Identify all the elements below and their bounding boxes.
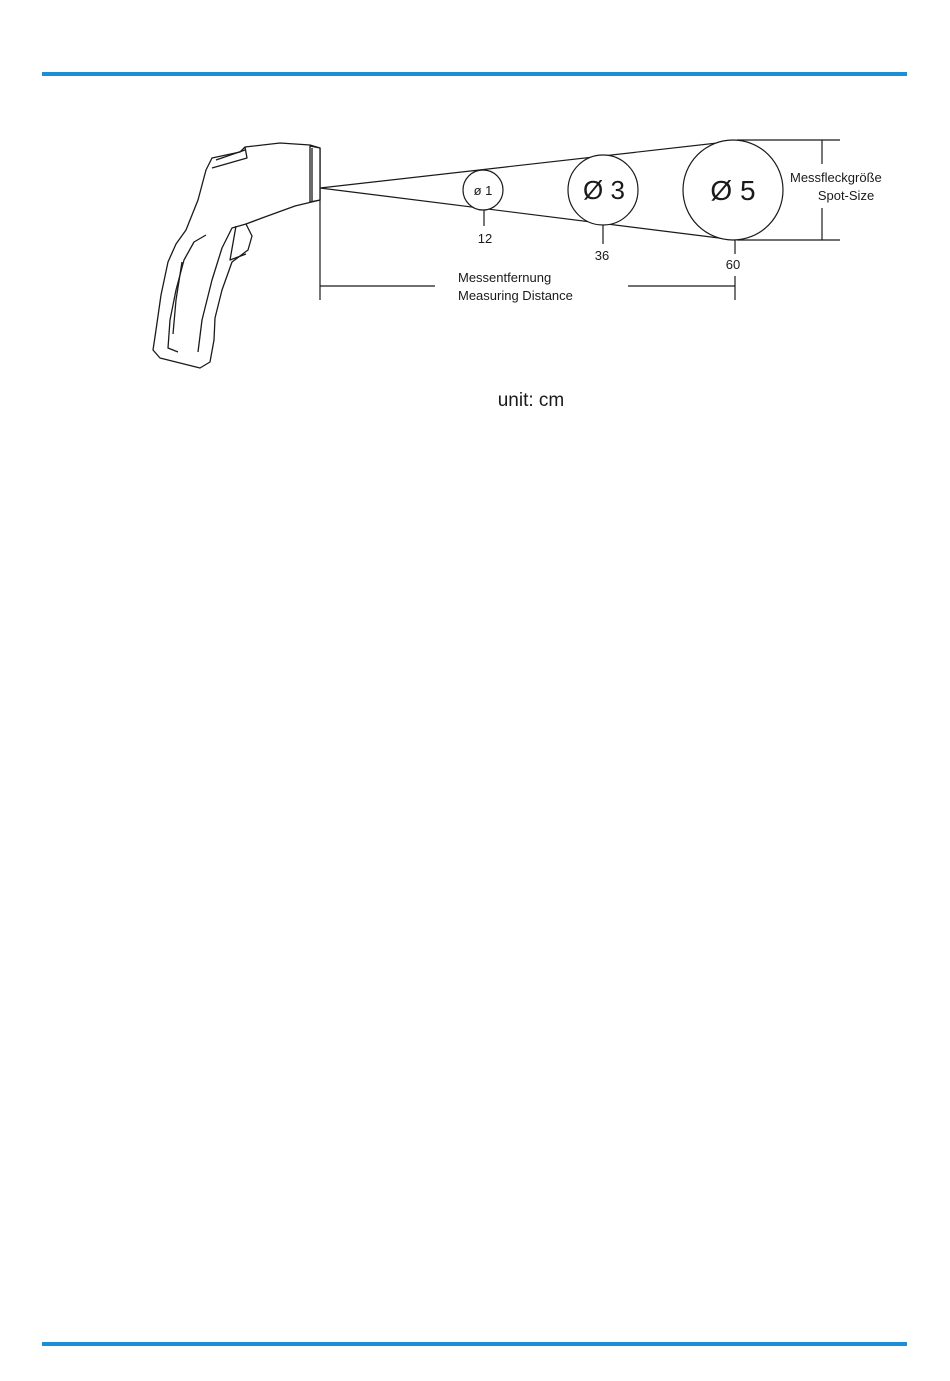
spot-label-1: ø 1 [473, 183, 493, 198]
unit-label: unit: cm [497, 390, 565, 411]
spot-circle-1 [463, 170, 503, 246]
spot-circle-5 [683, 140, 783, 272]
distance-tick-label-60: 60 [725, 257, 741, 272]
distance-tick-label-1: 12 [477, 231, 493, 246]
measuring-distance-label-en: Measuring Distance [458, 288, 573, 303]
spot-size-label-en: Spot-Size [817, 188, 875, 203]
measuring-distance-label-de: Messentfernung [458, 270, 552, 285]
ir-thermometer-icon [153, 143, 320, 368]
spot-label-3: Ø 3 [583, 175, 625, 205]
beam-cone [320, 141, 735, 240]
measuring-distance-dimension [320, 200, 735, 300]
spot-size-label-de: Messfleckgröße [790, 170, 882, 185]
distance-tick-label-36: 36 [594, 248, 610, 263]
spot-circle-3 [568, 155, 638, 263]
spot-label-5: Ø 5 [710, 175, 756, 206]
